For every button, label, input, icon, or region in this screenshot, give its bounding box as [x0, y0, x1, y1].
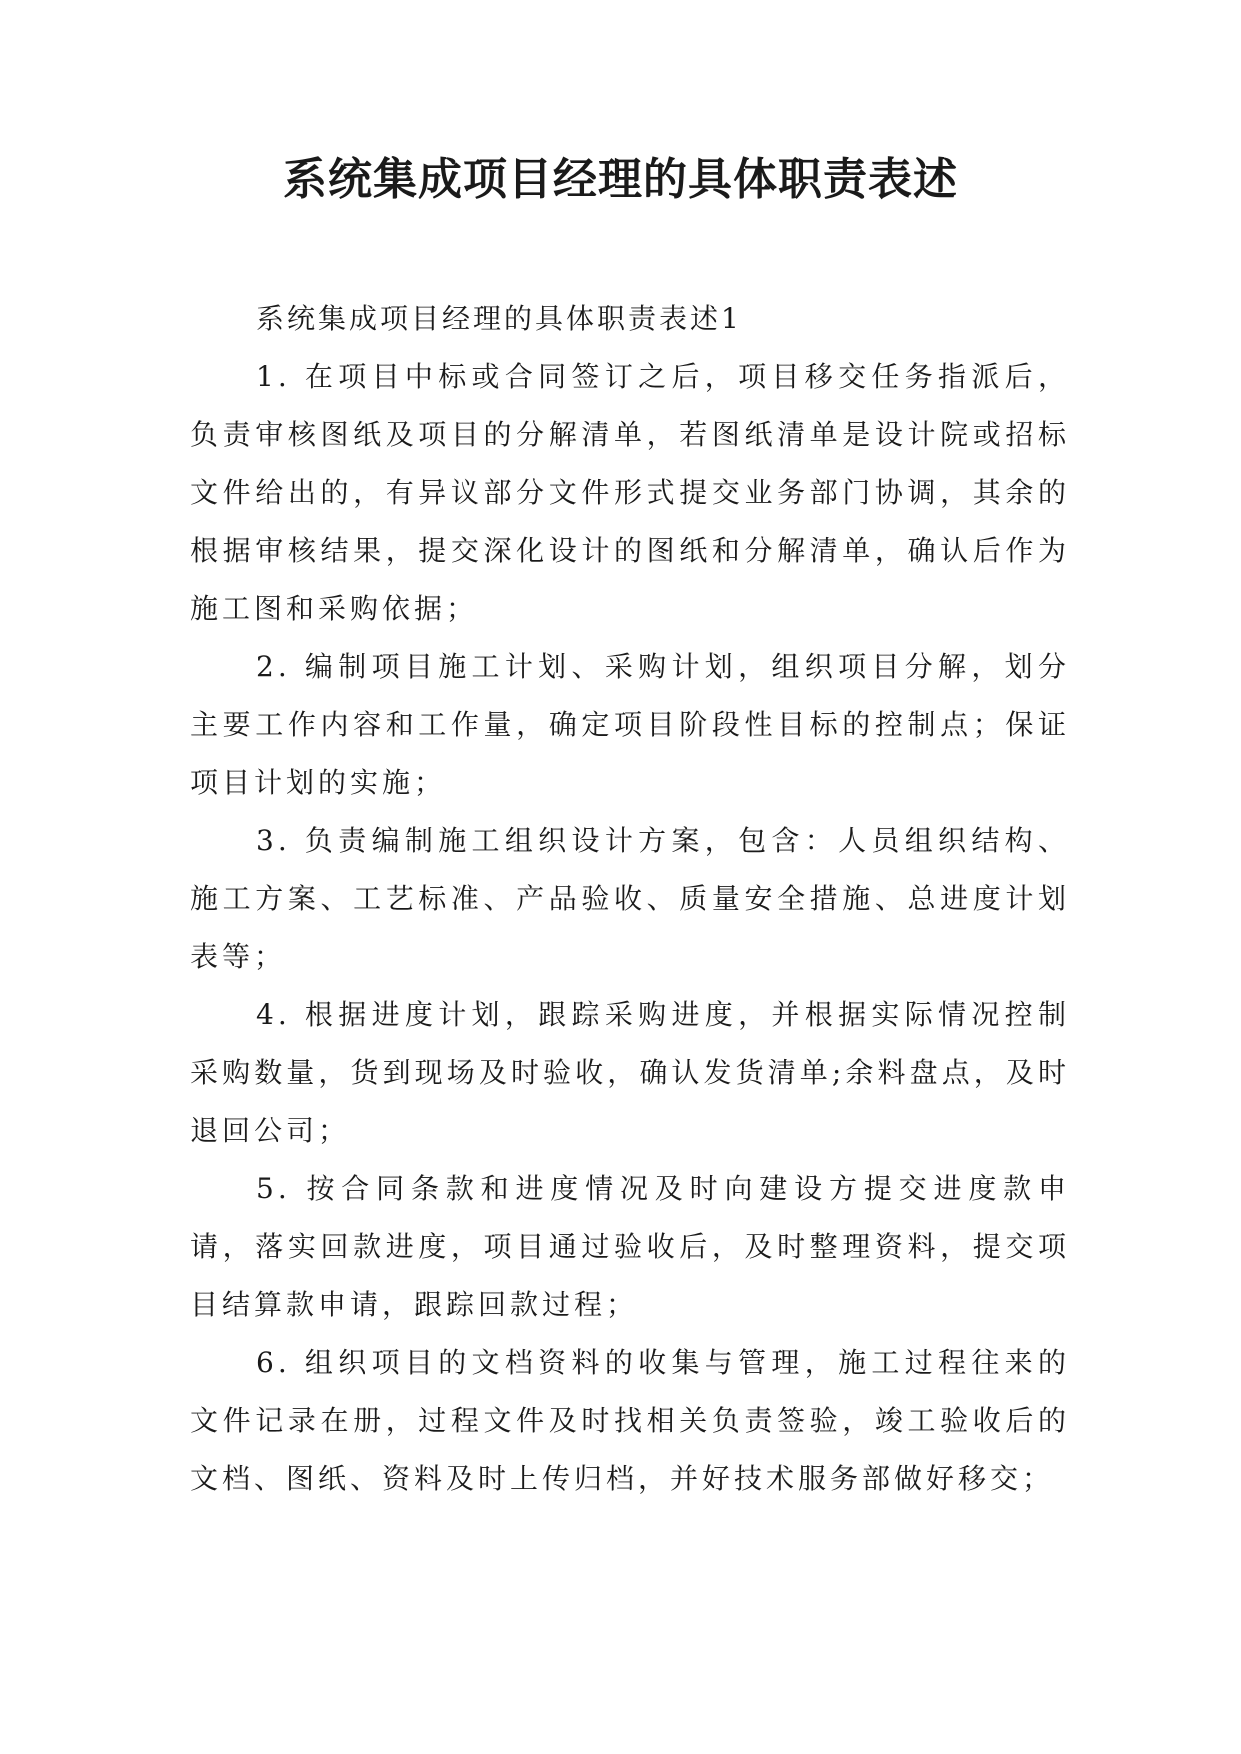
paragraph-duty-1: 1. 在项目中标或合同签订之后，项目移交任务指派后，负责审核图纸及项目的分解清单，若图纸清单是设计院或招标文件给出的，有异议部分文件形式提交业务部门协调，其余的根据审核结果，提交深化设计的图纸和分解清单，确认后作为施工图和采购依据； — [190, 360, 1070, 625]
document-body — [190, 290, 1070, 1508]
section-heading: 系统集成项目经理的具体职责表述1 — [256, 302, 742, 335]
paragraph-duty-3: 3. 负责编制施工组织设计方案，包含：人员组织结构、施工方案、工艺标准、产品验收、质量安全措施、总进度计划表等； — [190, 824, 1070, 973]
document-title: 系统集成项目经理的具体职责表述 — [283, 154, 958, 205]
paragraph-duty-4: 4. 根据进度计划，跟踪采购进度，并根据实际情况控制采购数量，货到现场及时验收，确认发货清单;余料盘点，及时退回公司； — [190, 998, 1070, 1147]
paragraph-duty-6: 6. 组织项目的文档资料的收集与管理，施工过程往来的文件记录在册，过程文件及时找相关负责签验，竣工验收后的文档、图纸、资料及时上传归档，并好技术服务部做好移交； — [190, 1346, 1070, 1495]
paragraph-duty-2: 2. 编制项目施工计划、采购计划，组织项目分解，划分主要工作内容和工作量，确定项目阶段性目标的控制点；保证项目计划的实施； — [190, 650, 1070, 799]
paragraph-duty-5: 5. 按合同条款和进度情况及时向建设方提交进度款申请，落实回款进度，项目通过验收后，及时整理资料，提交项目结算款申请，跟踪回款过程； — [190, 1172, 1070, 1321]
